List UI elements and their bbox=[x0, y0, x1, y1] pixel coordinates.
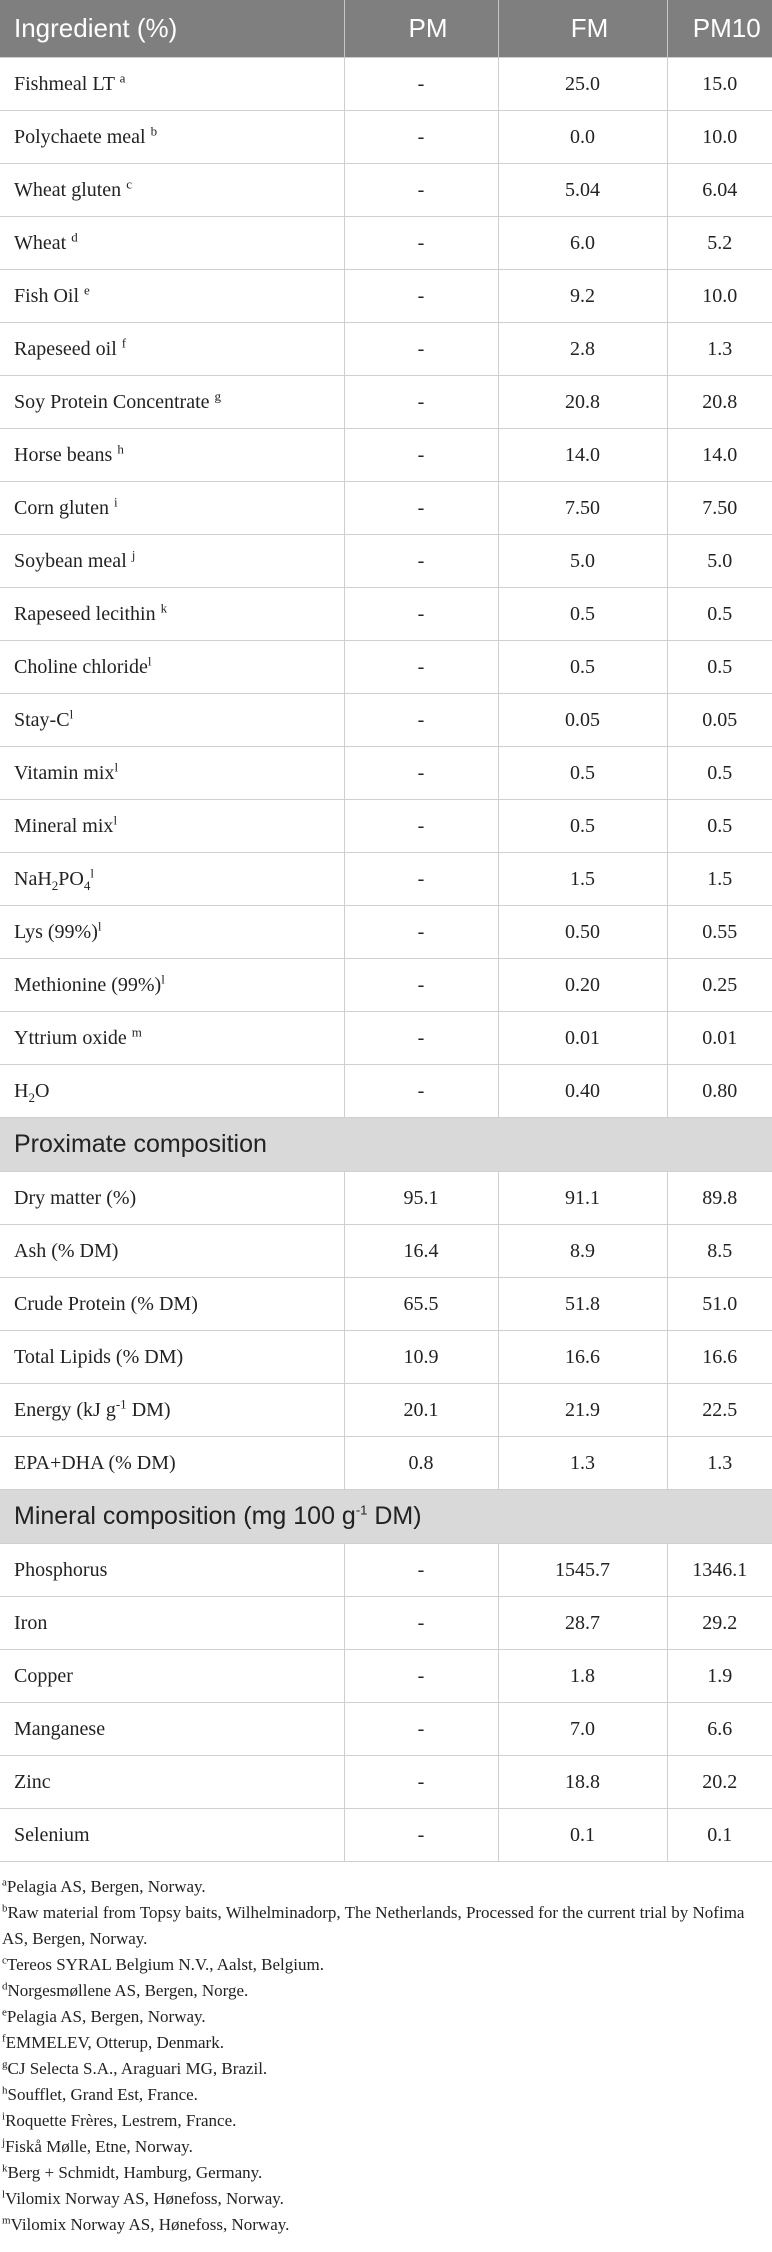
row-label bbox=[0, 1597, 344, 1650]
row-label bbox=[0, 800, 344, 853]
cell-pm10: 15.0 bbox=[667, 58, 772, 111]
cell-pm: - bbox=[344, 800, 498, 853]
cell-fm: 1.3 bbox=[498, 1437, 667, 1490]
cell-pm10: 22.5 bbox=[667, 1384, 772, 1437]
cell-pm: - bbox=[344, 1703, 498, 1756]
cell-pm: - bbox=[344, 1650, 498, 1703]
row-label-text: Polychaete meal bbox=[14, 125, 146, 148]
cell-pm10: 10.0 bbox=[667, 111, 772, 164]
cell-pm: 10.9 bbox=[344, 1331, 498, 1384]
row-label bbox=[0, 641, 344, 694]
footnote-marker: l bbox=[97, 917, 102, 933]
row-label-text: Crude Protein (% DM) bbox=[14, 1292, 198, 1315]
cell-pm10: 1.9 bbox=[667, 1650, 772, 1703]
cell-fm: 25.0 bbox=[498, 58, 667, 111]
row-label-text: H bbox=[14, 1079, 29, 1102]
footnote-mark: h bbox=[2, 2084, 8, 2097]
header-ingredient: Ingredient (%) bbox=[0, 0, 344, 58]
cell-fm: 21.9 bbox=[498, 1384, 667, 1437]
footnote-mark: m bbox=[2, 2214, 11, 2227]
table-row bbox=[0, 1384, 772, 1437]
footnote-marker: g bbox=[214, 387, 222, 403]
cell-fm: 0.20 bbox=[498, 959, 667, 1012]
table-row bbox=[0, 1065, 772, 1118]
row-label bbox=[0, 1384, 344, 1437]
cell-pm10: 29.2 bbox=[667, 1597, 772, 1650]
row-label bbox=[0, 1172, 344, 1225]
table-row bbox=[0, 1172, 772, 1225]
cell-pm: 16.4 bbox=[344, 1225, 498, 1278]
cell-fm: 18.8 bbox=[498, 1756, 667, 1809]
cell-pm: - bbox=[344, 1756, 498, 1809]
row-label bbox=[0, 323, 344, 376]
cell-pm: - bbox=[344, 853, 498, 906]
footnote-mark: b bbox=[2, 1902, 8, 1915]
row-label-text: Vitamin mix bbox=[14, 761, 115, 784]
table-row bbox=[0, 1437, 772, 1490]
table-row bbox=[0, 111, 772, 164]
row-label-text: Corn gluten bbox=[14, 496, 109, 519]
row-label bbox=[0, 588, 344, 641]
cell-fm: 0.5 bbox=[498, 747, 667, 800]
row-label bbox=[0, 747, 344, 800]
cell-pm: - bbox=[344, 58, 498, 111]
table-row bbox=[0, 1650, 772, 1703]
row-label bbox=[0, 111, 344, 164]
cell-fm: 0.5 bbox=[498, 800, 667, 853]
row-label-text: Ash (% DM) bbox=[14, 1239, 119, 1262]
footnotes bbox=[0, 1862, 772, 2238]
section-mineral-cell bbox=[0, 1490, 772, 1544]
row-label-text: Phosphorus bbox=[14, 1558, 108, 1581]
row-label-text: Wheat gluten bbox=[14, 178, 122, 201]
footnote-mark: k bbox=[2, 2162, 8, 2175]
row-label bbox=[0, 482, 344, 535]
table-row bbox=[0, 429, 772, 482]
footnote-mark: a bbox=[2, 1876, 7, 1889]
cell-pm10: 0.05 bbox=[667, 694, 772, 747]
cell-fm: 0.5 bbox=[498, 588, 667, 641]
cell-pm: 65.5 bbox=[344, 1278, 498, 1331]
cell-pm: - bbox=[344, 323, 498, 376]
table-row bbox=[0, 1544, 772, 1597]
table-row bbox=[0, 747, 772, 800]
footnote-mark: f bbox=[2, 2032, 6, 2045]
table-row bbox=[0, 1597, 772, 1650]
section-proximate bbox=[0, 1118, 772, 1172]
footnote-marker: l bbox=[147, 652, 152, 668]
row-label bbox=[0, 853, 344, 906]
footnote-text: Vilomix Norway AS, Hønefoss, Norway. bbox=[5, 2189, 284, 2208]
row-label-text: NaH bbox=[14, 867, 52, 890]
footnote-mark: l bbox=[2, 2188, 6, 2201]
footnote-marker: h bbox=[117, 440, 124, 456]
cell-fm: 1.8 bbox=[498, 1650, 667, 1703]
cell-pm10: 51.0 bbox=[667, 1278, 772, 1331]
cell-fm: 28.7 bbox=[498, 1597, 667, 1650]
footnote bbox=[2, 2082, 772, 2108]
section-proximate-cell bbox=[0, 1118, 772, 1172]
subscript: 2 bbox=[28, 1089, 35, 1105]
cell-pm10: 0.80 bbox=[667, 1065, 772, 1118]
cell-pm10: 0.5 bbox=[667, 641, 772, 694]
table-row bbox=[0, 58, 772, 111]
row-label-text: Total Lipids (% DM) bbox=[14, 1345, 184, 1368]
row-label-text: Iron bbox=[14, 1611, 48, 1634]
row-label bbox=[0, 1756, 344, 1809]
footnote-marker: c bbox=[126, 175, 132, 191]
table-row bbox=[0, 535, 772, 588]
footnote-marker: j bbox=[131, 546, 136, 562]
cell-fm: 0.5 bbox=[498, 641, 667, 694]
row-label-text: Energy (kJ g bbox=[14, 1398, 116, 1421]
cell-pm: - bbox=[344, 588, 498, 641]
row-label bbox=[0, 217, 344, 270]
footnote-text: Tereos SYRAL Belgium N.V., Aalst, Belgium. bbox=[6, 1955, 324, 1974]
row-label bbox=[0, 1650, 344, 1703]
subscript: 4 bbox=[83, 877, 91, 893]
footnote-marker: d bbox=[71, 228, 78, 244]
cell-fm: 7.50 bbox=[498, 482, 667, 535]
footnote-text: Soufflet, Grand Est, France. bbox=[7, 2085, 198, 2104]
row-label-text: Lys (99%) bbox=[14, 920, 98, 943]
cell-pm10: 89.8 bbox=[667, 1172, 772, 1225]
row-label bbox=[0, 58, 344, 111]
cell-pm: 20.1 bbox=[344, 1384, 498, 1437]
row-label-text: Selenium bbox=[14, 1823, 90, 1846]
table-row bbox=[0, 906, 772, 959]
row-label-text: Methionine (99%) bbox=[14, 973, 162, 996]
cell-fm: 14.0 bbox=[498, 429, 667, 482]
cell-fm: 1.5 bbox=[498, 853, 667, 906]
footnote-text: Roquette Frères, Lestrem, France. bbox=[5, 2111, 237, 2130]
row-label bbox=[0, 429, 344, 482]
cell-fm: 0.50 bbox=[498, 906, 667, 959]
row-label-text: Stay-C bbox=[14, 708, 70, 731]
table-row bbox=[0, 1809, 772, 1862]
footnote-marker: a bbox=[119, 69, 126, 85]
row-label-text: Fish Oil bbox=[14, 284, 80, 307]
section-mineral bbox=[0, 1490, 772, 1544]
footnote-marker: l bbox=[114, 758, 119, 774]
row-label bbox=[0, 535, 344, 588]
table-row bbox=[0, 376, 772, 429]
subscript: 2 bbox=[51, 877, 59, 893]
cell-pm: - bbox=[344, 217, 498, 270]
footnote bbox=[2, 1874, 772, 1900]
cell-pm10: 0.5 bbox=[667, 800, 772, 853]
table-row bbox=[0, 482, 772, 535]
row-label bbox=[0, 1278, 344, 1331]
footnote bbox=[2, 2212, 772, 2238]
footnote-mark: e bbox=[2, 2006, 7, 2019]
footnote-text: Norgesmøllene AS, Bergen, Norge. bbox=[7, 1981, 249, 2000]
superscript: -1 bbox=[355, 1502, 368, 1518]
table-row bbox=[0, 853, 772, 906]
footnote bbox=[2, 1978, 772, 2004]
row-label bbox=[0, 906, 344, 959]
row-label-text: Soy Protein Concentrate bbox=[14, 390, 210, 413]
cell-pm10: 7.50 bbox=[667, 482, 772, 535]
cell-pm: - bbox=[344, 429, 498, 482]
row-label bbox=[0, 1437, 344, 1490]
footnote-marker: l bbox=[161, 970, 165, 986]
cell-fm: 6.0 bbox=[498, 217, 667, 270]
row-label bbox=[0, 376, 344, 429]
cell-fm: 0.1 bbox=[498, 1809, 667, 1862]
footnote-text: Berg + Schmidt, Hamburg, Germany. bbox=[7, 2163, 263, 2182]
cell-pm10: 20.2 bbox=[667, 1756, 772, 1809]
cell-pm: - bbox=[344, 1809, 498, 1862]
section-title: Proximate composition bbox=[14, 1130, 267, 1158]
row-label bbox=[0, 1065, 344, 1118]
footnote-text: Fiskå Mølle, Etne, Norway. bbox=[5, 2137, 193, 2156]
cell-fm: 5.0 bbox=[498, 535, 667, 588]
row-label bbox=[0, 1544, 344, 1597]
row-label bbox=[0, 959, 344, 1012]
cell-pm10: 20.8 bbox=[667, 376, 772, 429]
row-label-text-2: PO bbox=[58, 867, 84, 890]
cell-fm: 20.8 bbox=[498, 376, 667, 429]
row-label-text: Fishmeal LT bbox=[14, 72, 115, 95]
table-body bbox=[0, 58, 772, 1862]
footnote-marker: b bbox=[150, 122, 158, 138]
cell-pm10: 0.5 bbox=[667, 747, 772, 800]
cell-pm: - bbox=[344, 747, 498, 800]
cell-pm: - bbox=[344, 1012, 498, 1065]
footnote-text: Pelagia AS, Bergen, Norway. bbox=[6, 1877, 206, 1896]
footnote-marker: l bbox=[113, 811, 118, 827]
table-row bbox=[0, 217, 772, 270]
row-label-text: Wheat bbox=[14, 231, 67, 254]
footnote-mark: i bbox=[2, 2110, 6, 2123]
header-pm10: PM10 bbox=[667, 0, 772, 58]
cell-pm: - bbox=[344, 906, 498, 959]
cell-fm: 7.0 bbox=[498, 1703, 667, 1756]
footnote-marker: k bbox=[160, 599, 168, 615]
row-label bbox=[0, 1012, 344, 1065]
row-label-text: Yttrium oxide bbox=[14, 1026, 127, 1049]
row-label-text: Dry matter (%) bbox=[14, 1186, 137, 1209]
footnote-marker: m bbox=[131, 1023, 142, 1039]
cell-pm10: 1.3 bbox=[667, 323, 772, 376]
row-label bbox=[0, 164, 344, 217]
table-row bbox=[0, 588, 772, 641]
row-label bbox=[0, 694, 344, 747]
footnote bbox=[2, 2160, 772, 2186]
cell-fm: 1545.7 bbox=[498, 1544, 667, 1597]
cell-pm10: 5.0 bbox=[667, 535, 772, 588]
footnote-mark: c bbox=[2, 1954, 7, 1967]
cell-fm: 8.9 bbox=[498, 1225, 667, 1278]
row-label-text-2: O bbox=[34, 1079, 50, 1102]
footnote-text: EMMELEV, Otterup, Denmark. bbox=[5, 2033, 224, 2052]
cell-fm: 0.40 bbox=[498, 1065, 667, 1118]
cell-pm: 0.8 bbox=[344, 1437, 498, 1490]
cell-fm: 5.04 bbox=[498, 164, 667, 217]
cell-pm10: 0.55 bbox=[667, 906, 772, 959]
cell-pm: - bbox=[344, 164, 498, 217]
cell-fm: 0.05 bbox=[498, 694, 667, 747]
cell-pm: - bbox=[344, 1544, 498, 1597]
table-row bbox=[0, 641, 772, 694]
cell-pm10: 14.0 bbox=[667, 429, 772, 482]
cell-pm10: 5.2 bbox=[667, 217, 772, 270]
footnote bbox=[2, 2134, 772, 2160]
cell-pm: - bbox=[344, 270, 498, 323]
cell-pm: 95.1 bbox=[344, 1172, 498, 1225]
row-label bbox=[0, 1331, 344, 1384]
row-label-text: Copper bbox=[14, 1664, 73, 1687]
row-label-text-2: DM) bbox=[126, 1398, 171, 1421]
cell-pm10: 16.6 bbox=[667, 1331, 772, 1384]
footnote bbox=[2, 2030, 772, 2056]
footnote-mark: g bbox=[2, 2058, 8, 2071]
cell-pm10: 10.0 bbox=[667, 270, 772, 323]
table-row bbox=[0, 1703, 772, 1756]
cell-pm10: 0.25 bbox=[667, 959, 772, 1012]
cell-fm: 2.8 bbox=[498, 323, 667, 376]
row-label bbox=[0, 1809, 344, 1862]
row-label-text: EPA+DHA (% DM) bbox=[14, 1451, 176, 1474]
cell-pm10: 0.1 bbox=[667, 1809, 772, 1862]
row-label bbox=[0, 1225, 344, 1278]
cell-fm: 91.1 bbox=[498, 1172, 667, 1225]
cell-pm: - bbox=[344, 111, 498, 164]
table-row bbox=[0, 1012, 772, 1065]
footnote-marker: i bbox=[114, 493, 118, 509]
cell-pm: - bbox=[344, 641, 498, 694]
footnote-marker: e bbox=[84, 281, 90, 297]
table-row bbox=[0, 1331, 772, 1384]
table-row bbox=[0, 164, 772, 217]
row-label-text: Zinc bbox=[14, 1770, 51, 1793]
row-label-text: Soybean meal bbox=[14, 549, 127, 572]
footnote bbox=[2, 1900, 772, 1952]
section-title: Mineral composition (mg 100 g bbox=[14, 1502, 356, 1530]
row-label-text: Mineral mix bbox=[14, 814, 114, 837]
table-row bbox=[0, 1278, 772, 1331]
footnote bbox=[2, 2004, 772, 2030]
footnote-text: Raw material from Topsy baits, Wilhelminadorp, The Netherlands, Processed for the current trial by Nofima AS, Bergen, Norway. bbox=[2, 1903, 745, 1948]
table-row bbox=[0, 270, 772, 323]
cell-pm10: 1.5 bbox=[667, 853, 772, 906]
cell-fm: 16.6 bbox=[498, 1331, 667, 1384]
footnote-mark: j bbox=[2, 2136, 6, 2149]
cell-fm: 0.01 bbox=[498, 1012, 667, 1065]
cell-pm10: 1.3 bbox=[667, 1437, 772, 1490]
footnote-marker: l bbox=[69, 705, 74, 721]
row-label-text: Horse beans bbox=[14, 443, 113, 466]
cell-pm: - bbox=[344, 482, 498, 535]
table-row bbox=[0, 1225, 772, 1278]
footnote bbox=[2, 2108, 772, 2134]
footnote bbox=[2, 2186, 772, 2212]
row-label-text: Choline chloride bbox=[14, 655, 148, 678]
table-row bbox=[0, 694, 772, 747]
cell-pm: - bbox=[344, 1597, 498, 1650]
footnote-text: Vilomix Norway AS, Hønefoss, Norway. bbox=[10, 2215, 290, 2234]
cell-pm: - bbox=[344, 694, 498, 747]
table-row bbox=[0, 800, 772, 853]
row-label-text: Rapeseed oil bbox=[14, 337, 117, 360]
cell-pm10: 0.01 bbox=[667, 1012, 772, 1065]
cell-pm10: 0.5 bbox=[667, 588, 772, 641]
cell-pm: - bbox=[344, 1065, 498, 1118]
table-row bbox=[0, 323, 772, 376]
cell-fm: 9.2 bbox=[498, 270, 667, 323]
row-label-text: Manganese bbox=[14, 1717, 106, 1740]
cell-pm10: 8.5 bbox=[667, 1225, 772, 1278]
footnote-text: Pelagia AS, Bergen, Norway. bbox=[6, 2007, 206, 2026]
cell-fm: 51.8 bbox=[498, 1278, 667, 1331]
footnote bbox=[2, 2056, 772, 2082]
header-fm: FM bbox=[498, 0, 667, 58]
footnote bbox=[2, 1952, 772, 1978]
row-label-text: Rapeseed lecithin bbox=[14, 602, 156, 625]
cell-pm: - bbox=[344, 535, 498, 588]
footnote-text: CJ Selecta S.A., Araguari MG, Brazil. bbox=[7, 2059, 268, 2078]
cell-pm: - bbox=[344, 376, 498, 429]
table-row bbox=[0, 1756, 772, 1809]
footnote-marker: l bbox=[90, 864, 94, 880]
cell-pm10: 1346.1 bbox=[667, 1544, 772, 1597]
table-header-row bbox=[0, 0, 772, 58]
cell-fm: 0.0 bbox=[498, 111, 667, 164]
cell-pm10: 6.04 bbox=[667, 164, 772, 217]
footnote-marker: f bbox=[121, 334, 127, 350]
footnote-mark: d bbox=[2, 1980, 8, 1993]
table-row bbox=[0, 959, 772, 1012]
cell-pm10: 6.6 bbox=[667, 1703, 772, 1756]
row-label bbox=[0, 1703, 344, 1756]
row-label bbox=[0, 270, 344, 323]
header-pm: PM bbox=[344, 0, 498, 58]
cell-pm: - bbox=[344, 959, 498, 1012]
superscript: -1 bbox=[115, 1395, 127, 1411]
section-title-2: DM) bbox=[367, 1502, 422, 1530]
